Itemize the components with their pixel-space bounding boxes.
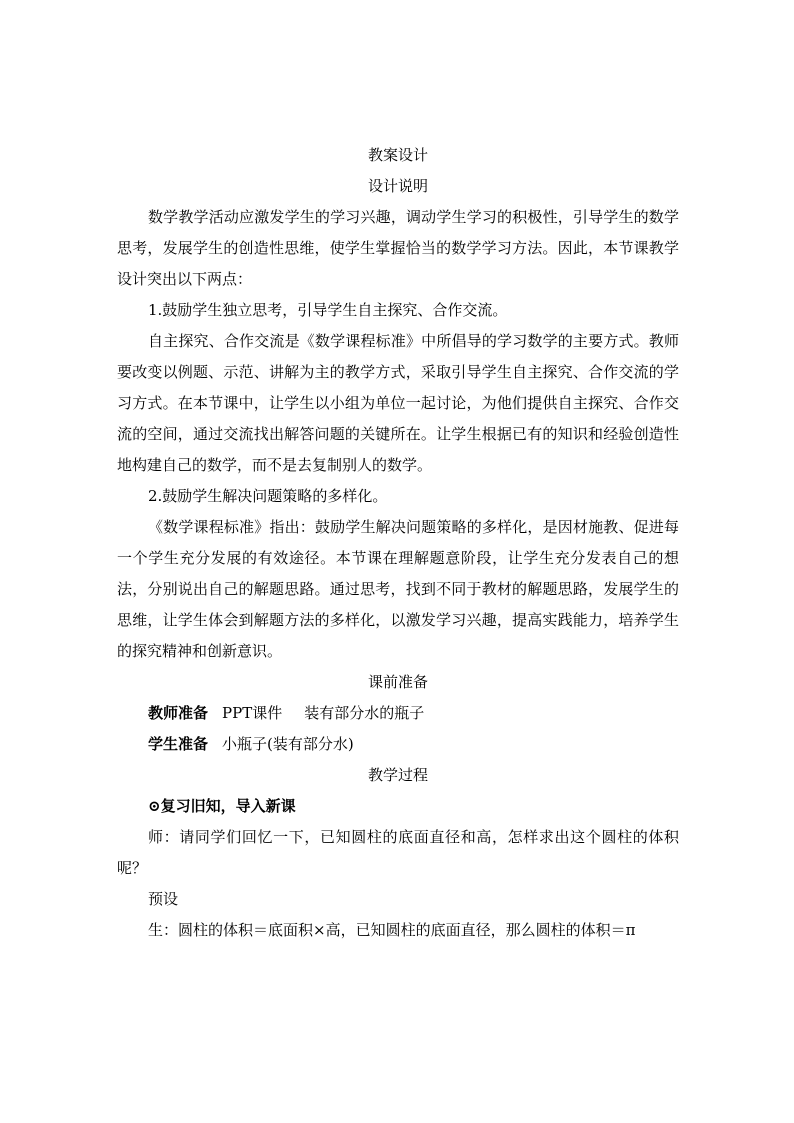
student-prep-label: 学生准备 (148, 735, 209, 753)
step-1-title: ⊙复习旧知，导入新课 (148, 797, 296, 815)
section-heading-preparation: 课前准备 (367, 673, 428, 691)
intro-paragraph: 数学教学活动应激发学生的学习兴趣，调动学生学习的积极性，引导学生的数学思考，发展学生的创造性思维，使学生掌握恰当的数学学习方法。因此，本节课教学设计突出以下两点： (117, 208, 679, 288)
point-2-title: 2.鼓励学生解决问题策略的多样化。 (148, 487, 388, 505)
point-1-paragraph: 自主探究、合作交流是《数学课程标准》中所倡导的学习数学的主要方式。教师要改变以例题、示范、讲解为主的教学方式，采取引导学生自主探究、合作交流的学习方式。在本节课中，让学生以小组为单位一起讨论，为他们提供自主探究、合作交流的空间，通过交流找出解答问题的关键所在。让学生根据已有的知识和经验创造性地构建自己的数学，而不是去复制别人的数学。 (117, 332, 679, 474)
teacher-prep-item-ppt: PPT课件 (222, 704, 283, 722)
teacher-question: 师：请同学们回忆一下，已知圆柱的底面直径和高，怎样求出这个圆柱的体积呢？ (117, 828, 679, 877)
document-page (117, 140, 679, 946)
teacher-prep-row (117, 698, 679, 729)
preset-label: 预设 (148, 890, 179, 908)
teacher-prep-item-bottle: 装有部分水的瓶子 (304, 704, 425, 722)
point-1-title: 1.鼓励学生独立思考，引导学生自主探究、合作交流。 (148, 301, 508, 319)
student-prep-item: 小瓶子(装有部分水) (222, 735, 354, 753)
section-heading-design-notes: 设计说明 (367, 177, 428, 195)
section-heading-teaching-process: 教学过程 (367, 766, 428, 784)
point-2-paragraph: 《数学课程标准》指出：鼓励学生解决问题策略的多样化，是因材施教、促进每一个学生充分发展的有效途径。本节课在理解题意阶段，让学生充分发表自己的想法，分别说出自己的解题思路。通过思考，找到不同于教材的解题思路，发展学生的思维，让学生体会到解题方法的多样化，以激发学习兴趣，提高实践能力，培养学生的探究精神和创新意识。 (117, 518, 679, 660)
teacher-prep-label: 教师准备 (148, 704, 209, 722)
student-prep-row (117, 729, 679, 760)
document-title: 教案设计 (367, 146, 428, 164)
student-answer: 生：圆柱的体积＝底面积×高，已知圆柱的底面直径，那么圆柱的体积＝π (148, 921, 636, 939)
